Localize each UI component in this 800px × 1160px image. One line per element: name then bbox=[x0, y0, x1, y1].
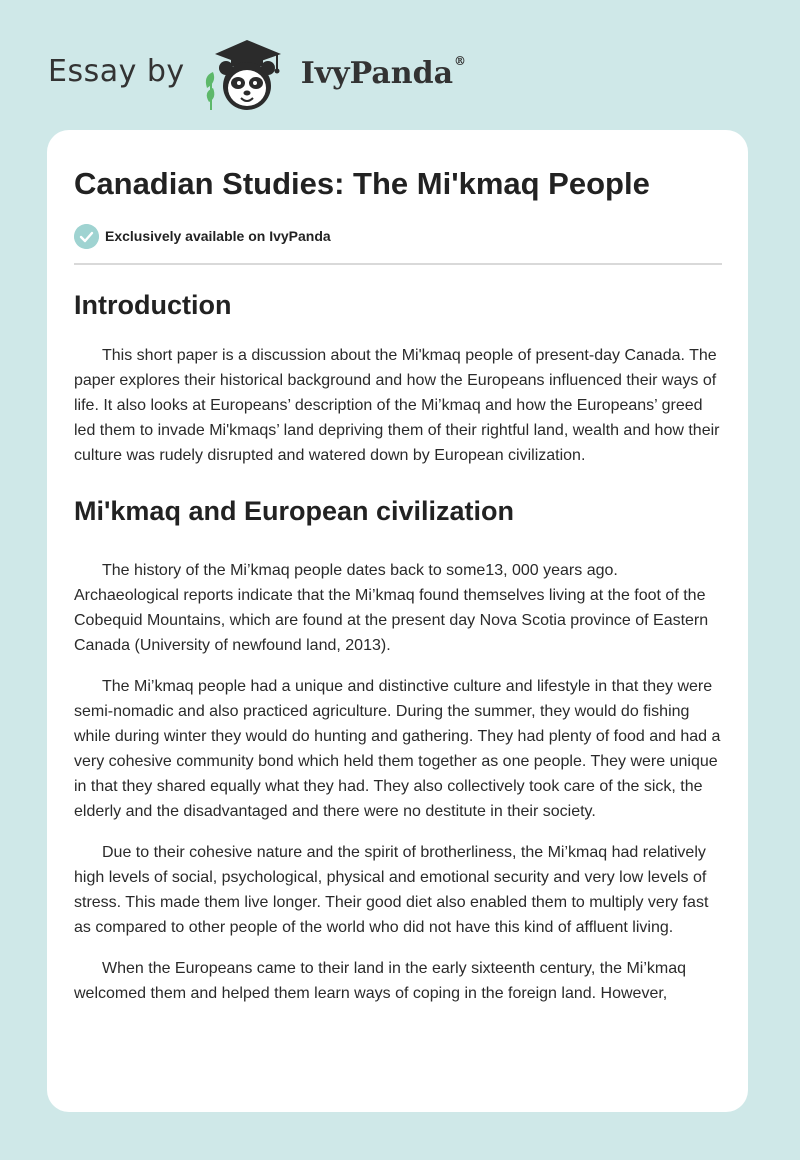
essay-by-label: Essay by bbox=[48, 53, 185, 89]
exclusive-badge bbox=[74, 223, 722, 249]
check-circle-icon bbox=[74, 224, 99, 249]
registered-mark: ® bbox=[454, 53, 467, 68]
essay-card bbox=[47, 130, 748, 1112]
brand-name-text: IvyPanda bbox=[300, 55, 454, 91]
exclusive-label: Exclusively available on IvyPanda bbox=[105, 228, 331, 244]
section-heading-mikmaq-european: Mi'kmaq and European civilization bbox=[74, 496, 515, 526]
paragraph: The history of the Mi’kmaq people dates back to some13, 000 years ago. Archaeological reports indicate that the Mi’kmaq found themselves living at the foot of the Cobequid Mountains, which are found at the present day Nova Scotia province of Eastern Canada (University of newfound land, 2013). bbox=[74, 562, 709, 654]
page-title: Canadian Studies: The Mi'kmaq People bbox=[74, 166, 650, 201]
paragraph: The Mi’kmaq people had a unique and distinctive culture and lifestyle in that they were semi-nomadic and also practiced agriculture. During the summer, they would do fishing while during winter they would do hunting and gathering. They had plenty of food and had a very cohesive community bond which held them together as one people. They were unique in that they shared equally what they had. They also collectively took care of the sick, the elderly and the disadvantaged and there were no destitute in their society. bbox=[74, 678, 721, 820]
paragraph: When the Europeans came to their land in the early sixteenth century, the Mi’kmaq welcomed them and helped them learn ways of coping in the foreign land. However, bbox=[74, 960, 687, 1002]
section-heading-introduction: Introduction bbox=[74, 290, 232, 320]
paragraph: Due to their cohesive nature and the spirit of brotherliness, the Mi’kmaq had relatively high levels of social, psychological, physical and emotional security and very low levels of stress. This made them live longer. Their good diet also enabled them to multiply very fast as compared to other people of the world who did not have this kind of affluent living. bbox=[74, 844, 709, 936]
ivypanda-logo-icon[interactable] bbox=[201, 36, 293, 112]
paragraph: This short paper is a discussion about the Mi'kmaq people of present-day Canada. The paper explores their historical background and how the Europeans influenced their ways of life. It also looks at Europeans’ description of the Mi’kmaq and how the Europeans’ greed led them to invade Mi'kmaqs’ land depriving them of their rightful land, wealth and how their culture was rudely disrupted and watered down by European civilization. bbox=[74, 347, 720, 464]
site-header bbox=[48, 36, 466, 112]
brand-name bbox=[300, 53, 467, 91]
divider bbox=[74, 263, 722, 265]
